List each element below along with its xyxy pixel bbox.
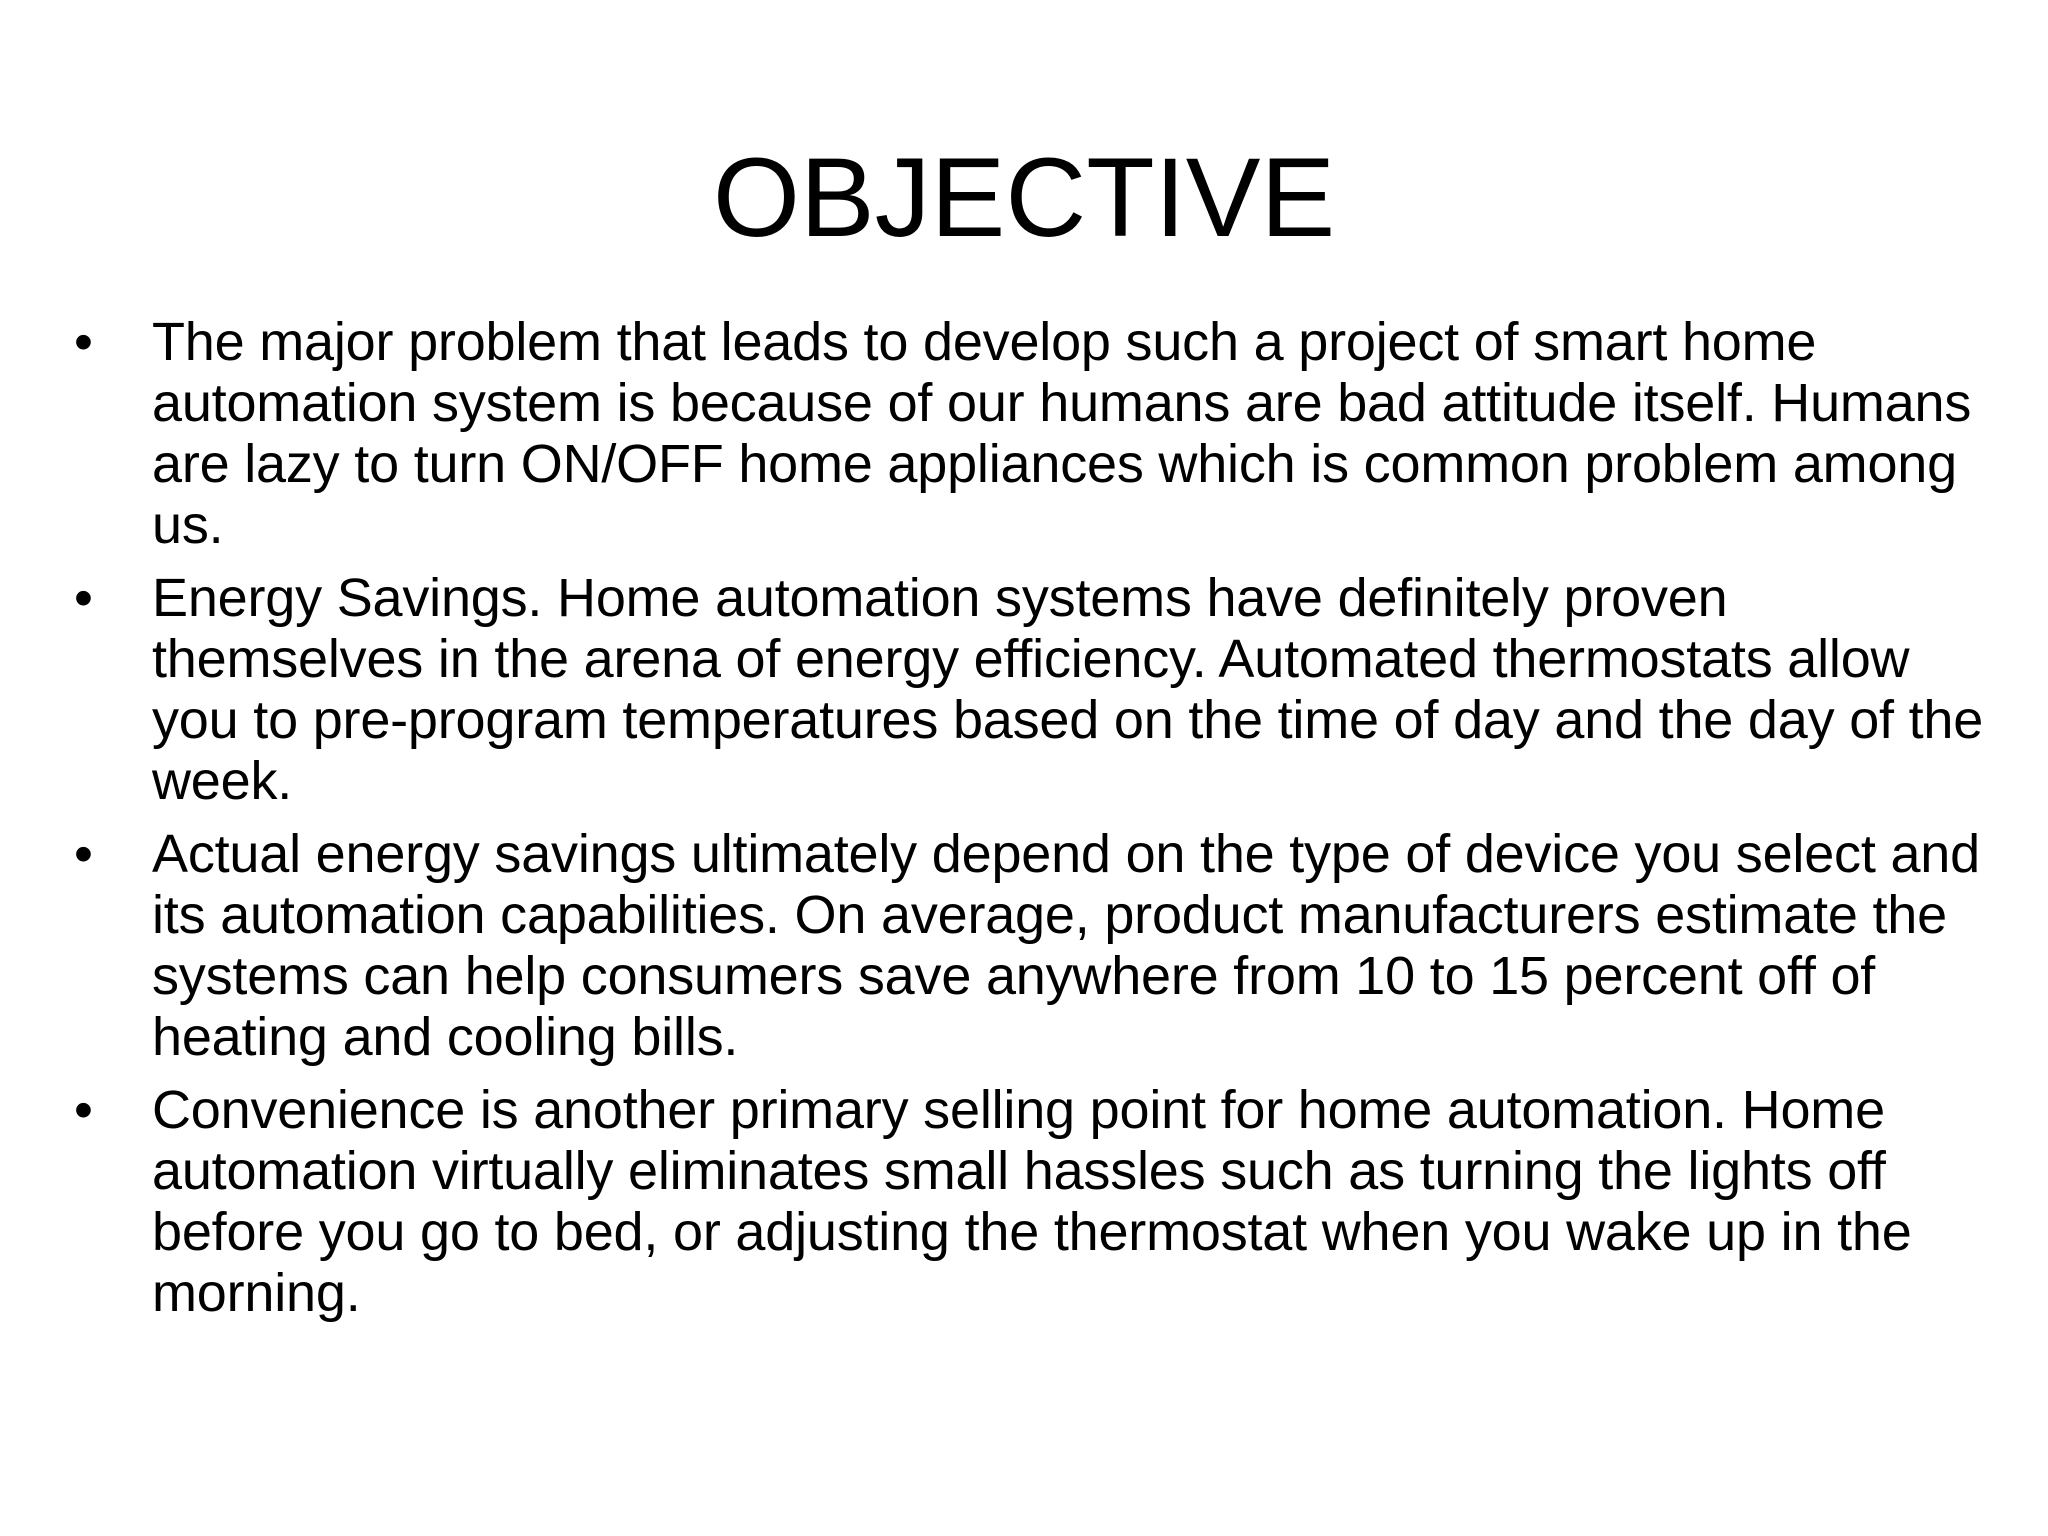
bullet-icon: • (74, 312, 93, 372)
bullet-icon: • (74, 568, 93, 628)
bullet-list (70, 312, 1990, 1336)
bullet-text: Actual energy savings ultimately depend on the type of device you select and its automation capabilities. On average, product manufacturers estimate the systems can help consumers save anywhere from 10 to 15 percent off of heating and cooling bills. (152, 824, 1980, 1067)
bullet-text: Convenience is another primary selling point for home automation. Home automation virtually eliminates small hassles such as turning the lights off before you go to bed, or adjusting the thermostat when you wake up in the morning. (152, 1080, 1912, 1323)
bullet-item (70, 824, 1990, 1068)
bullet-item (70, 312, 1990, 556)
bullet-item (70, 568, 1990, 812)
bullet-icon: • (74, 824, 93, 884)
slide-title: OBJECTIVE (712, 135, 1336, 260)
bullet-text: The major problem that leads to develop such a project of smart home automation system is because of our humans are bad attitude itself. Humans are lazy to turn ON/OFF home appliances which is common problem among us. (152, 312, 1972, 555)
bullet-icon: • (74, 1080, 93, 1140)
bullet-item (70, 1080, 1990, 1324)
bullet-text: Energy Savings. Home automation systems have definitely proven themselves in the arena of energy efficiency. Automated thermostats allow you to pre-program temperatures based on the time of day and the day of the week. (152, 568, 1984, 811)
